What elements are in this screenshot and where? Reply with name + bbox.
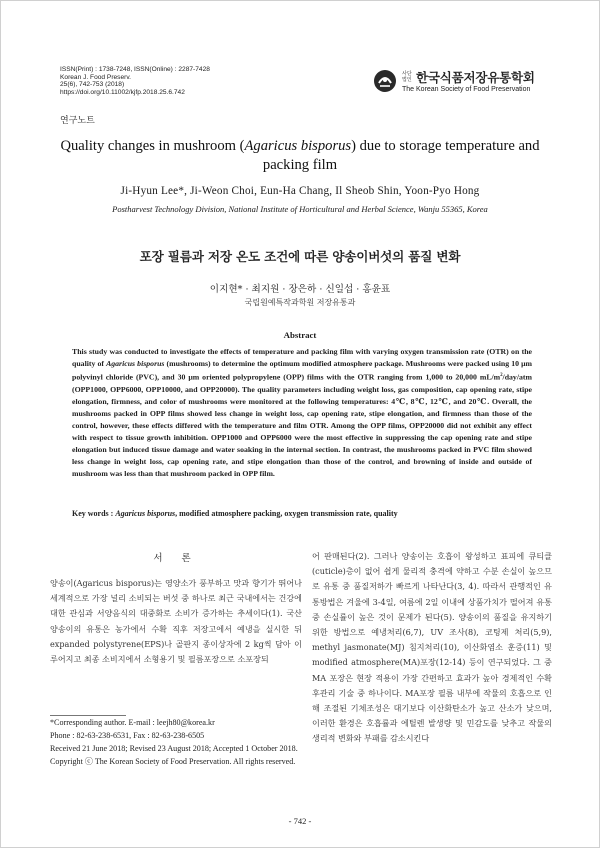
introduction-right-column: 어 판매된다(2). 그러나 양송이는 호흡이 왕성하고 표피에 큐티클(cuticle)층이 없어 쉽게 물리적 충격에 약하고 수분 손실이 높으므로 유통 중 품질저하가 빠르게 나타난다(3, 4). 따라서 관행적인 유통방법은 겨울에 3-4일, 여름에 2일 이내에 상품가치가 떨어져 유통 중 손실률이 높은 것이 문제가 된다(5). 양송이의 품질을 유지하기 위한 방법으로 예냉처리(6,7), UV 조사(8), 코팅제 처리(5,9), methyl jasmonate(MJ) 침지처리(10), 이산화염소 훈증(11) 및 modified atmosphere(MA)포장(12-14) 등이 연구되었다. 그 중 MA 포장은 현장 적용이 가장 간편하고 효과가 높아 경제적인 수확후관리 기술 중 하나이다. MA포장 필름 내부에 작물의 호흡으로 인해 조절된 기체조성은 대기보다 이산화탄소가 높고 산소가 낮으며, 이러한 환경은 호흡률과 에틸렌 발생량 및 민감도를 낮추고 작물의 생리적 변화와 부패를 감소시킨다 <box>312 551 552 744</box>
title-en-suffix: ) due to storage temperature and packing film <box>262 138 540 173</box>
abstract-text-1: This study was conducted to investigate the effects of temperature and packing film with varying oxygen transmission rate (OTR) on the quality of <box>72 347 532 368</box>
society-header <box>372 66 552 94</box>
title-korean: 포장 필름과 저장 온도 조건에 따른 양송이버섯의 품질 변화 <box>139 249 461 264</box>
society-emblem-icon <box>372 68 398 94</box>
abstract-body <box>72 346 532 480</box>
journal-doi[interactable]: https://doi.org/10.11002/kjfp.2018.25.6.742 <box>60 88 185 96</box>
abstract-heading: Abstract <box>283 330 317 340</box>
keywords <box>72 509 542 518</box>
keywords-species: Agaricus bisporus <box>115 509 176 518</box>
section-heading-introduction: 서 론 <box>153 553 199 564</box>
footnote-phone: Phone : 82-63-238-6531, Fax : 82-63-238-6505 <box>50 731 205 740</box>
journal-volume: 25(6), 742-753 (2018) <box>60 81 125 89</box>
society-name-en: The Korean Society of Food Preservation <box>402 86 531 93</box>
abstract-species: Agaricus bisporus <box>106 359 165 368</box>
abstract-text-3: /day/atm (OPP1000, OPP6000, OPP10000, and OPP20000). The quality parameters including weight loss, gas composition, cap opening rate, stipe elongation, firmness, and color of mushrooms were monitored at the following temperatures: 4℃, 8℃, 12℃, and 20℃. Overall, the mushrooms packed in OPP films showed less change in weight loss, cap opening rate, stipe elongation, and firmness than those of the control, however, these effects differed with the temperature and film OTR. Among the OPP films, OPP20000 did not exhibit any effect with respect to tissue growth inhibition. OPP1000 and OPP6000 were the most effective in suppressing the cap opening rate and stipe elongation but induced tissue damage and water soaking in the internal section. In contrast, the mushrooms packed in PVC film showed less change in weight loss, cap opening rate, and stipe elongation than those of the control, and browning of inside and outside of mushroom was less than that mushroom packed in OPP film. <box>72 372 532 478</box>
title-en-prefix: Quality changes in mushroom ( <box>60 138 245 154</box>
abstract-text-2: (mushrooms) to determine the optimum modified atmosphere package. Mushrooms were packed using 10 μm polyvinyl chloride (PVC), and 30 μm oriented polypropylene (OPP) films with the OTR ranging from 1,000 to 20,000 mL/m <box>72 359 533 382</box>
keywords-label: Key words : <box>72 509 114 518</box>
introduction-left-column: 양송이(Agaricus bisporus)는 영양소가 풍부하고 맛과 향기가 뛰어나 세계적으로 가장 널리 소비되는 버섯 중 하나로 최근 국내에서는 건강에 대한 관심과 서양음식의 대중화로 소비가 증가하는 추세이다(1). 국산 양송이의 유통은 농가에서 수확 직후 저장고에서 예냉을 실시한 뒤 expanded polystyrene(EPS)나 골판지 종이상자에 2 kg씩 담아 이루어지고 최종 소비지에서 소형용기 및 필름포장으로 소포장되 <box>50 578 302 665</box>
article-category: 연구노트 <box>60 116 95 126</box>
affiliation-english: Postharvest Technology Division, National Institute of Horticultural and Herbal Science, Wanju 55365, Korea <box>112 204 488 214</box>
authors-english: Ji-Hyun Lee*, Ji-Weon Choi, Eun-Ha Chang, Il Sheob Shin, Yoon-Pyo Hong <box>120 185 480 197</box>
title-english <box>48 137 552 175</box>
keywords-rest: , modified atmosphere packing, oxygen transmission rate, quality <box>175 509 398 518</box>
society-prefix: 사단법인 <box>402 71 412 83</box>
footnote-received: Received 21 June 2018; Revised 23 August 2018; Accepted 1 October 2018. <box>50 744 298 753</box>
journal-name: Korean J. Food Preserv. <box>60 73 131 81</box>
footnote <box>50 716 298 768</box>
journal-issn: ISSN(Print) : 1738-7248, ISSN(Online) : 2287-7428 <box>60 66 210 73</box>
affiliation-korean: 국립원예특작과학원 저장유통과 <box>244 298 356 307</box>
page-number: - 742 - <box>288 816 312 826</box>
footnote-corresponding: *Corresponding author. E-mail : leejh80@korea.kr <box>50 718 215 727</box>
footnote-copyright: Copyright ⓒ The Korean Society of Food Preservation. All rights reserved. <box>50 757 296 766</box>
authors-korean: 이지현* · 최지원 · 장은하 · 신일섭 · 홍윤표 <box>209 284 391 295</box>
society-name-ko: 한국식품저장유통학회 <box>416 70 535 85</box>
title-en-species: Agaricus bisporus <box>244 138 352 154</box>
abstract-superscript: 2 <box>500 373 503 378</box>
journal-meta <box>60 66 210 96</box>
